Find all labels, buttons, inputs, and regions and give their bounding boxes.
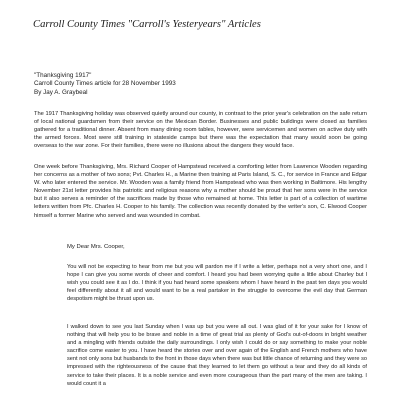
article-source: Carroll County Times article for 28 November 1993 [34, 80, 176, 88]
article-meta [34, 72, 374, 97]
article-title: "Thanksgiving 1917" [34, 72, 92, 79]
article-paragraph: One week before Thanksgiving, Mrs. Richard Cooper of Hampstead received a comforting letter from Lawrence Wooden regarding her concerns as a mother of two sons; Pvt. Charles H., a Marine then training at Paris Island, S. C., for service in France and Edgar W. who later entered the service. Mr. Wooden was a family friend from Hampstead who was then working in Baltimore. His lengthy November 21st letter provides his patriotic and religious reasons why a mother should be proud that her sons were in the service but it also serves a reminder of the sacrifices made by those who remained at home. This letter is part of a collection of wartime letters written from Pfc. Charles H. Cooper to his family. The collection was recently donated by the writer's son, C. Elwood Cooper himself a former Marine who served and was wounded in combat. [34, 164, 367, 219]
letter-paragraph: I walked down to see you last Sunday when I was up but you were all out. I was glad of it for your sake for I know of nothing that will help you to be brave and noble in a time of great trial as plenty of God's out-of-doors in bright weather and a mingling with friends outside the daily surroundings. I only wish I could do or say something to make your noble sacrifice come easier to you. I have heard the stories over and over again of the English and French mothers who have sent not only sons but husbands to the front in those days when there was but little chance of returning and they were so impressed with the righteousness of the cause that they learned to let them go without a tear and they do all kinds of service to take their places. It is a noble service and even more courageous than the part many of the men are taking. I would count it a [67, 324, 367, 387]
letter-salutation: My Dear Mrs. Cooper, [67, 244, 125, 250]
article-paragraph: The 1917 Thanksgiving holiday was observed quietly around our county, in contrast to the prior year's celebration on the safe return of local national guardsmen from their service on the Mexican Border. Businesses and public buildings were closed as families gathered for a traditional dinner. Absent from many dining room tables, however, were servicemen and women on active duty with the armed forces. Most were still training in stateside camps but there was the expectation that many would soon be going overseas to the war zone. For their families, there were no illusions about the dangers they would face. [34, 111, 367, 150]
page-title: Carroll County Times "Carroll's Yesteryears" Articles [33, 19, 261, 30]
article-author: By Jay A. Graybeal [34, 88, 88, 96]
letter-paragraph: You will not be expecting to hear from me but you will pardon me if I write a letter, perhaps not a very short one, and I hope I can give you some words of cheer and comfort. I heard you had been worrying quite a little about Charley but I wish you could see it as I do. I think if you had heard some speakers whom I have heard in the past ten days you would feel differently about it all and would want to be a real partaker in the struggle to overcome the evil day that German despotism might be thrust upon us. [67, 264, 367, 303]
